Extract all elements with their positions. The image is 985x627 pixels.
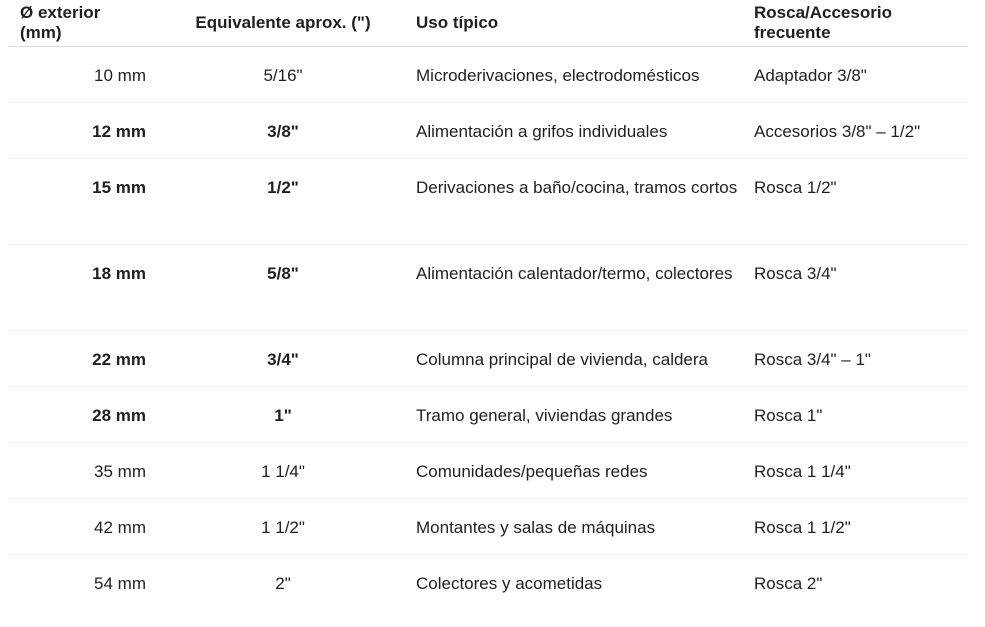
table-row bbox=[8, 47, 968, 103]
cell-diameter: 18 mm bbox=[8, 245, 158, 331]
cell-use: Comunidades/pequeñas redes bbox=[408, 443, 746, 499]
cell-equivalent: 1 1/2" bbox=[158, 499, 408, 555]
table-header bbox=[8, 0, 968, 47]
cell-use: Microderivaciones, electrodomésticos bbox=[408, 47, 746, 103]
table-row bbox=[8, 159, 968, 245]
cell-thread: Rosca 2" bbox=[754, 574, 823, 593]
table-row bbox=[8, 555, 968, 611]
cell-use: Alimentación calentador/termo, colectores bbox=[408, 245, 746, 331]
header-outer-diameter: Ø exterior (mm) bbox=[8, 0, 158, 47]
cell-equivalent: 1/2" bbox=[158, 159, 408, 245]
cell-equivalent: 2" bbox=[275, 574, 291, 593]
table-row bbox=[8, 499, 968, 555]
header-inch-equivalent: Equivalente aprox. (") bbox=[158, 0, 408, 47]
cell-diameter: 35 mm bbox=[8, 443, 158, 499]
cell-use: Alimentación a grifos individuales bbox=[408, 103, 746, 159]
table-row bbox=[8, 331, 968, 387]
cell-thread: Rosca 3/4" bbox=[746, 245, 968, 331]
cell-thread: Rosca 1" bbox=[746, 387, 968, 443]
cell-diameter: 10 mm bbox=[8, 47, 158, 103]
table-row bbox=[8, 103, 968, 159]
cell-thread: Accesorios 3/8" – 1/2" bbox=[746, 103, 968, 159]
table-row bbox=[8, 387, 968, 443]
header-thread-fitting: Rosca/Accesorio frecuente bbox=[746, 0, 968, 47]
cell-equivalent: 1" bbox=[158, 387, 408, 443]
cell-thread: Adaptador 3/8" bbox=[746, 47, 968, 103]
cell-diameter: 42 mm bbox=[8, 499, 158, 555]
cell-thread: Rosca 1 1/4" bbox=[746, 443, 968, 499]
cell-equivalent: 5/16" bbox=[158, 47, 408, 103]
cell-thread: Rosca 1 1/2" bbox=[746, 499, 968, 555]
cell-diameter: 12 mm bbox=[8, 103, 158, 159]
cell-equivalent: 5/8" bbox=[158, 245, 408, 331]
cell-equivalent: 3/8" bbox=[158, 103, 408, 159]
cell-use: Tramo general, viviendas grandes bbox=[408, 387, 746, 443]
cell-use: Montantes y salas de máquinas bbox=[408, 499, 746, 555]
cell-diameter: 28 mm bbox=[8, 387, 158, 443]
header-row bbox=[8, 0, 968, 47]
cell-use: Derivaciones a baño/cocina, tramos cortos bbox=[408, 159, 746, 245]
table-row bbox=[8, 245, 968, 331]
cell-equivalent: 3/4" bbox=[158, 331, 408, 387]
cell-equivalent: 1 1/4" bbox=[158, 443, 408, 499]
cell-diameter: 15 mm bbox=[8, 159, 158, 245]
pipe-size-table bbox=[8, 0, 968, 611]
cell-use: Columna principal de vivienda, caldera bbox=[408, 331, 746, 387]
table-row bbox=[8, 443, 968, 499]
table-body bbox=[8, 47, 968, 611]
cell-use: Colectores y acometidas bbox=[416, 574, 603, 593]
cell-diameter: 54 mm bbox=[94, 574, 146, 593]
cell-diameter: 22 mm bbox=[8, 331, 158, 387]
cell-thread: Rosca 1/2" bbox=[746, 159, 968, 245]
header-typical-use: Uso típico bbox=[408, 0, 746, 47]
cell-thread: Rosca 3/4" – 1" bbox=[746, 331, 968, 387]
